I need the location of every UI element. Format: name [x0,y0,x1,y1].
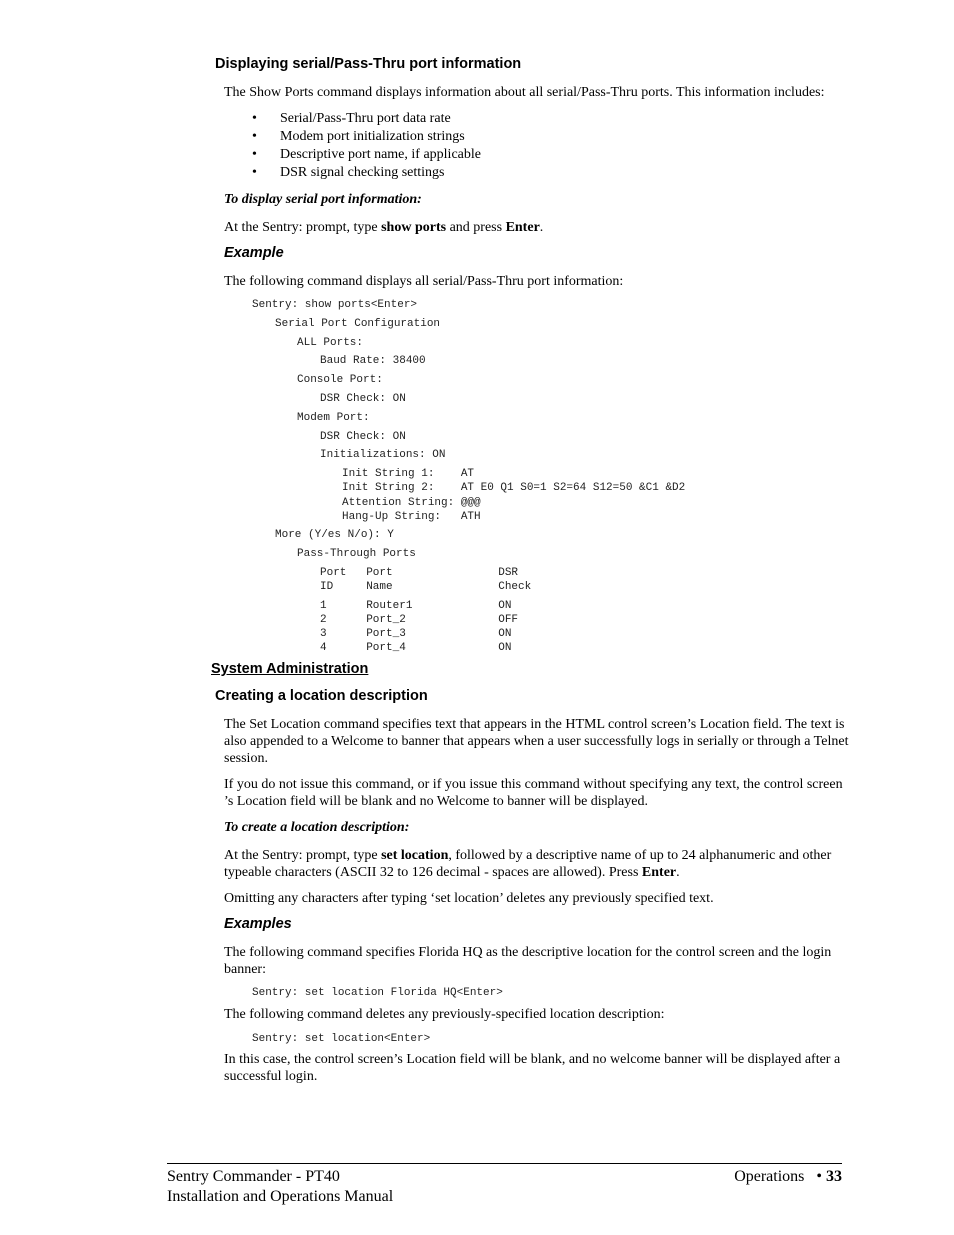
paragraph: The following command specifies Florida HQ as the descriptive location for the control screen and the login banner: [224,945,832,977]
code-line: More (Y/es N/o): Y [275,529,394,541]
footer-section: Operations [734,1168,805,1185]
key-text: Enter [505,220,540,235]
code-line: Sentry: set location<Enter> [252,1033,431,1045]
paragraph: The following command deletes any previously-specified location description: [224,1007,665,1022]
code-line: ALL Ports: [297,337,364,349]
procedure-heading: To create a location description: [224,820,410,835]
code-line: Sentry: set location Florida HQ<Enter> [252,987,503,999]
list-item: • Descriptive port name, if applicable [252,147,481,162]
code-line: Initializations: ON [320,449,446,461]
code-line: Init String 1: AT [342,468,475,480]
footer-manual: Installation and Operations Manual [167,1188,394,1205]
list-item: • Modem port initialization strings [252,129,465,144]
footer-product: Sentry Commander - PT40 [167,1168,340,1185]
bullet-icon: • [252,147,257,162]
examples-heading: Examples [224,916,292,932]
key-text: Enter [641,865,677,880]
list-item: • DSR signal checking settings [252,165,445,180]
procedure-heading: To display serial port information: [224,192,422,207]
intro-paragraph: The Show Ports command displays information about all serial/Pass-Thru ports. This information includes: [224,85,825,100]
paragraph: In this case, the control screen’s Location field will be blank, and no welcome banner will be displayed after a successful login. [224,1052,841,1084]
step-instruction: At the Sentry: prompt, type set location, followed by a descriptive name of up to 24 alphanumeric and other typeable characters (ASCII 32 to 126 decimal - spaces are allowed). Press Enter. [224,848,832,880]
code-line: 3 Port_3 ON [320,628,512,640]
page-number: 33 [826,1168,842,1185]
code-line: Baud Rate: 38400 [320,355,426,367]
paragraph: Omitting any characters after typing ‘set location’ deletes any previously specified text. [224,891,714,906]
subsection-heading-location: Creating a location description [215,688,428,704]
code-line: Pass-Through Ports [297,548,416,560]
section-heading-serial-ports: Displaying serial/Pass-Thru port information [215,56,522,72]
example-heading: Example [224,245,284,261]
info-bullet-list [250,110,481,182]
footer-divider [167,1163,842,1164]
step-instruction: At the Sentry: prompt, type show ports and press Enter. [224,220,544,235]
bullet-icon: • [252,129,257,144]
code-line: Serial Port Configuration [275,318,441,330]
footer-right [734,1167,842,1187]
code-line: Console Port: [297,374,383,386]
code-line: ID Name Check [320,581,532,593]
bullet-icon: • [252,165,257,180]
command-text: show ports [381,220,447,235]
code-line: Init String 2: AT E0 Q1 S0=1 S2=64 S12=50 &C1 &D2 [342,482,686,494]
footer-left [167,1167,393,1207]
list-item: • Serial/Pass-Thru port data rate [252,111,451,126]
code-line: DSR Check: ON [320,431,406,443]
code-line: Sentry: show ports<Enter> [252,299,418,311]
paragraph: If you do not issue this command, or if you issue this command without specifying any text, the control screen ’s Location field will be blank and no Welcome to banner will be displayed. [224,777,843,809]
code-line: Modem Port: [297,412,370,424]
command-text: set location [381,848,449,863]
section-heading-system-administration: System Administration [211,661,369,677]
example-intro: The following command displays all serial/Pass-Thru port information: [224,274,624,289]
footer-bullet: • [816,1168,822,1185]
bullet-icon: • [252,111,257,126]
code-line: Hang-Up String: ATH [342,511,481,523]
code-line: 2 Port_2 OFF [320,614,519,626]
code-line: Attention String: @@@ [342,497,481,509]
code-line: 1 Router1 ON [320,600,512,612]
code-line: 4 Port_4 ON [320,642,512,654]
paragraph: The Set Location command specifies text that appears in the HTML control screen’s Location field. The text is also appended to a Welcome to banner that appears when a user successfully logs in serially or through a Telnet session. [224,717,849,766]
code-line: Port Port DSR [320,567,519,579]
code-line: DSR Check: ON [320,393,406,405]
